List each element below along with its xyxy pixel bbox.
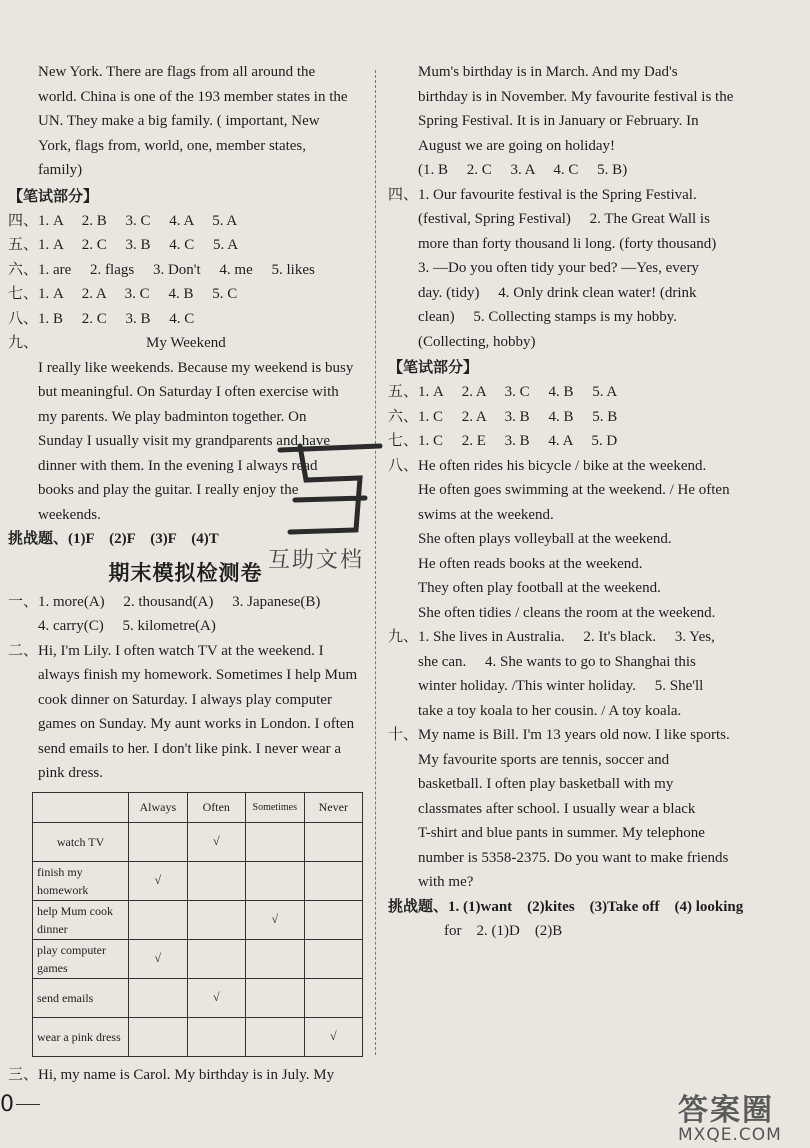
q2-text: [8, 639, 363, 786]
mark-cell: [304, 939, 362, 978]
text-line: basketball. I often play basketball with my: [418, 776, 674, 792]
text-line: (Collecting, hobby): [418, 333, 536, 350]
text-line: send emails to her. I don't like pink. I never wear a: [38, 740, 342, 757]
text-line: She often tidies / cleans the room at the weekend.: [418, 604, 716, 621]
essay-line: my parents. We play badminton together. On: [38, 408, 307, 425]
text-line: she can. 4. She wants to go to Shanghai this: [418, 653, 696, 670]
text-line: swims at the weekend.: [418, 506, 554, 523]
table-row: [33, 939, 363, 978]
page-number: 0: [0, 1092, 14, 1117]
mark-cell: [245, 1017, 304, 1056]
mark-cell: [245, 822, 304, 861]
table-row: [33, 861, 363, 900]
right-column: [388, 60, 748, 944]
essay-body: [8, 356, 363, 528]
text-line: birthday is in November. My favourite festival is the: [418, 88, 734, 105]
text-line: winter holiday. /This winter holiday. 5. She'll: [418, 678, 704, 694]
activity-cell: wear a pink dress: [33, 1017, 129, 1056]
text-line: Mum's birthday is in March. And my Dad's: [418, 64, 678, 80]
text-line: (1. B 2. C 3. A 4. C 5. B): [418, 162, 628, 178]
mark-cell: √: [187, 978, 245, 1017]
footer-rule: [16, 1104, 40, 1105]
frequency-table: [32, 792, 363, 1057]
table-row: [33, 1017, 363, 1056]
text-line: games on Sunday. My aunt works in London. I often: [38, 716, 355, 732]
answer-row-6: 六、1. C 2. A 3. B 4. B 5. B: [388, 408, 618, 425]
mark-cell: [129, 978, 188, 1017]
text-line: number is 5358-2375. Do you want to make friends: [418, 849, 729, 866]
text-line: They often play football at the weekend.: [418, 580, 661, 596]
q1-line-1: 一、1. more(A) 2. thousand(A) 3. Japanese(B): [8, 593, 321, 610]
text-line: August we are going on holiday!: [418, 137, 616, 154]
table-row: [33, 822, 363, 861]
mark-cell: √: [129, 861, 188, 900]
mark-cell: [304, 900, 362, 939]
mark-cell: [187, 900, 245, 939]
essay-title: My Weekend: [146, 335, 226, 351]
mark-cell: [187, 861, 245, 900]
text-line: New York. There are flags from all around the: [38, 64, 316, 80]
table-header-cell: [33, 792, 129, 822]
mark-cell: √: [187, 822, 245, 861]
column-divider: [375, 70, 376, 1055]
text-line: My favourite sports are tennis, soccer and: [418, 751, 670, 768]
answer-row-7: 七、1. C 2. E 3. B 4. A 5. D: [388, 433, 618, 449]
mark-cell: √: [304, 1017, 362, 1056]
text-line: UN. They make a big family. ( important, New: [38, 113, 320, 129]
text-line: 十、My name is Bill. I'm 13 years old now. I like sports.: [388, 727, 730, 743]
right-intro: [388, 60, 748, 183]
exam-title: 期末模拟检测卷: [108, 560, 263, 585]
mark-cell: [245, 939, 304, 978]
mark-cell: [129, 822, 188, 861]
watermark-text: 互助文档: [268, 548, 365, 573]
essay-line: weekends.: [38, 506, 101, 523]
site-logo: [678, 1085, 804, 1145]
mark-cell: [187, 1017, 245, 1056]
table-header-cell: Sometimes: [245, 792, 304, 822]
text-line: 八、He often rides his bicycle / bike at the weekend.: [388, 457, 707, 474]
logo-text: 答案圈: [678, 1093, 774, 1128]
answer-row-7: 七、1. A 2. A 3. C 4. B 5. C: [8, 286, 238, 302]
text-line: Spring Festival. It is in January or February. In: [418, 113, 699, 129]
mark-cell: [304, 822, 362, 861]
text-line: He often reads books at the weekend.: [418, 555, 643, 572]
text-line: day. (tidy) 4. Only drink clean water! (drink: [418, 284, 697, 301]
written-section-heading: 【笔试部分】: [388, 358, 479, 376]
essay-line: Sunday I usually visit my grandparents and have: [38, 433, 331, 449]
answer-row-6: 六、1. are 2. flags 3. Don't 4. me 5. likes: [8, 261, 315, 278]
activity-cell: finish my homework: [33, 861, 129, 900]
text-line: (festival, Spring Festival) 2. The Great Wall is: [418, 211, 710, 227]
mark-cell: [304, 978, 362, 1017]
text-line: with me?: [418, 874, 474, 890]
text-line: 挑战题、1. (1)want (2)kites (3)Take off (4) looking: [388, 898, 744, 915]
essay-line: but meaningful. On Saturday I often exercise with: [38, 384, 339, 400]
table-header-cell: Always: [129, 792, 188, 822]
text-line: 二、Hi, I'm Lily. I often watch TV at the weekend. I: [8, 642, 324, 659]
mark-cell: [304, 861, 362, 900]
mark-cell: √: [129, 939, 188, 978]
q1-line-2: 4. carry(C) 5. kilometre(A): [38, 618, 216, 634]
answer-row-4: 四、1. A 2. B 3. C 4. A 5. A: [8, 212, 238, 229]
text-line: classmates after school. I usually wear a black: [418, 800, 696, 817]
q8-answers: [388, 454, 748, 626]
essay-title-row: [8, 331, 363, 356]
text-line: 3. —Do you often tidy your bed? —Yes, every: [418, 260, 699, 276]
text-line: world. China is one of the 193 member states in the: [38, 88, 348, 105]
written-section-heading: 【笔试部分】: [8, 186, 99, 205]
mark-cell: √: [245, 900, 304, 939]
section-label: 九、: [8, 335, 39, 351]
essay-line: books and play the guitar. I really enjoy the: [38, 482, 299, 498]
essay-line: I really like weekends. Because my weekend is busy: [38, 359, 354, 376]
logo-url: MXQE.COM: [678, 1125, 782, 1145]
mark-cell: [245, 978, 304, 1017]
table-row: [33, 900, 363, 939]
text-line: He often goes swimming at the weekend. / He often: [418, 482, 730, 498]
q4-answers: [388, 183, 748, 355]
text-line: take a toy koala to her cousin. / A toy koala.: [418, 702, 682, 719]
text-line: T-shirt and blue pants in summer. My telephone: [418, 825, 705, 841]
q3-start: 三、Hi, my name is Carol. My birthday is in July. My: [8, 1066, 335, 1083]
mark-cell: [187, 939, 245, 978]
answer-row-5: 五、1. A 2. C 3. B 4. C 5. A: [8, 237, 239, 253]
text-line: 四、1. Our favourite festival is the Spring Festival.: [388, 186, 697, 203]
text-line: always finish my homework. Sometimes I help Mum: [38, 667, 358, 683]
text-line: 九、1. She lives in Australia. 2. It's black. 3. Yes,: [388, 629, 715, 645]
mark-cell: [129, 900, 188, 939]
table-header-cell: Never: [304, 792, 362, 822]
challenge-answers: [388, 895, 748, 944]
challenge-answers: 挑战题、(1)F (2)F (3)F (4)T: [8, 531, 219, 547]
essay-line: dinner with them. In the evening I always read: [38, 457, 318, 474]
text-line: clean) 5. Collecting stamps is my hobby.: [418, 309, 677, 325]
table-row: [33, 978, 363, 1017]
text-line: family): [38, 162, 83, 178]
left-intro: [8, 60, 363, 183]
mark-cell: [245, 861, 304, 900]
text-line: She often plays volleyball at the weekend.: [418, 531, 672, 547]
table-header-cell: Often: [187, 792, 245, 822]
text-line: cook dinner on Saturday. I always play computer: [38, 691, 332, 708]
answer-row-8: 八、1. B 2. C 3. B 4. C: [8, 310, 195, 327]
activity-cell: help Mum cook dinner: [33, 900, 129, 939]
text-line: pink dress.: [38, 765, 103, 781]
activity-cell: send emails: [33, 978, 129, 1017]
q9-answers: [388, 625, 748, 723]
answer-row-5: 五、1. A 2. A 3. C 4. B 5. A: [388, 384, 618, 400]
text-line: more than forty thousand li long. (forty thousand): [418, 235, 717, 252]
mark-cell: [129, 1017, 188, 1056]
activity-cell: watch TV: [33, 822, 129, 861]
activity-cell: play computer games: [33, 939, 129, 978]
q10-essay: [388, 723, 748, 895]
table-header-row: [33, 792, 363, 822]
text-line: York, flags from, world, one, member states,: [38, 137, 307, 154]
text-line: for 2. (1)D (2)B: [444, 923, 563, 939]
